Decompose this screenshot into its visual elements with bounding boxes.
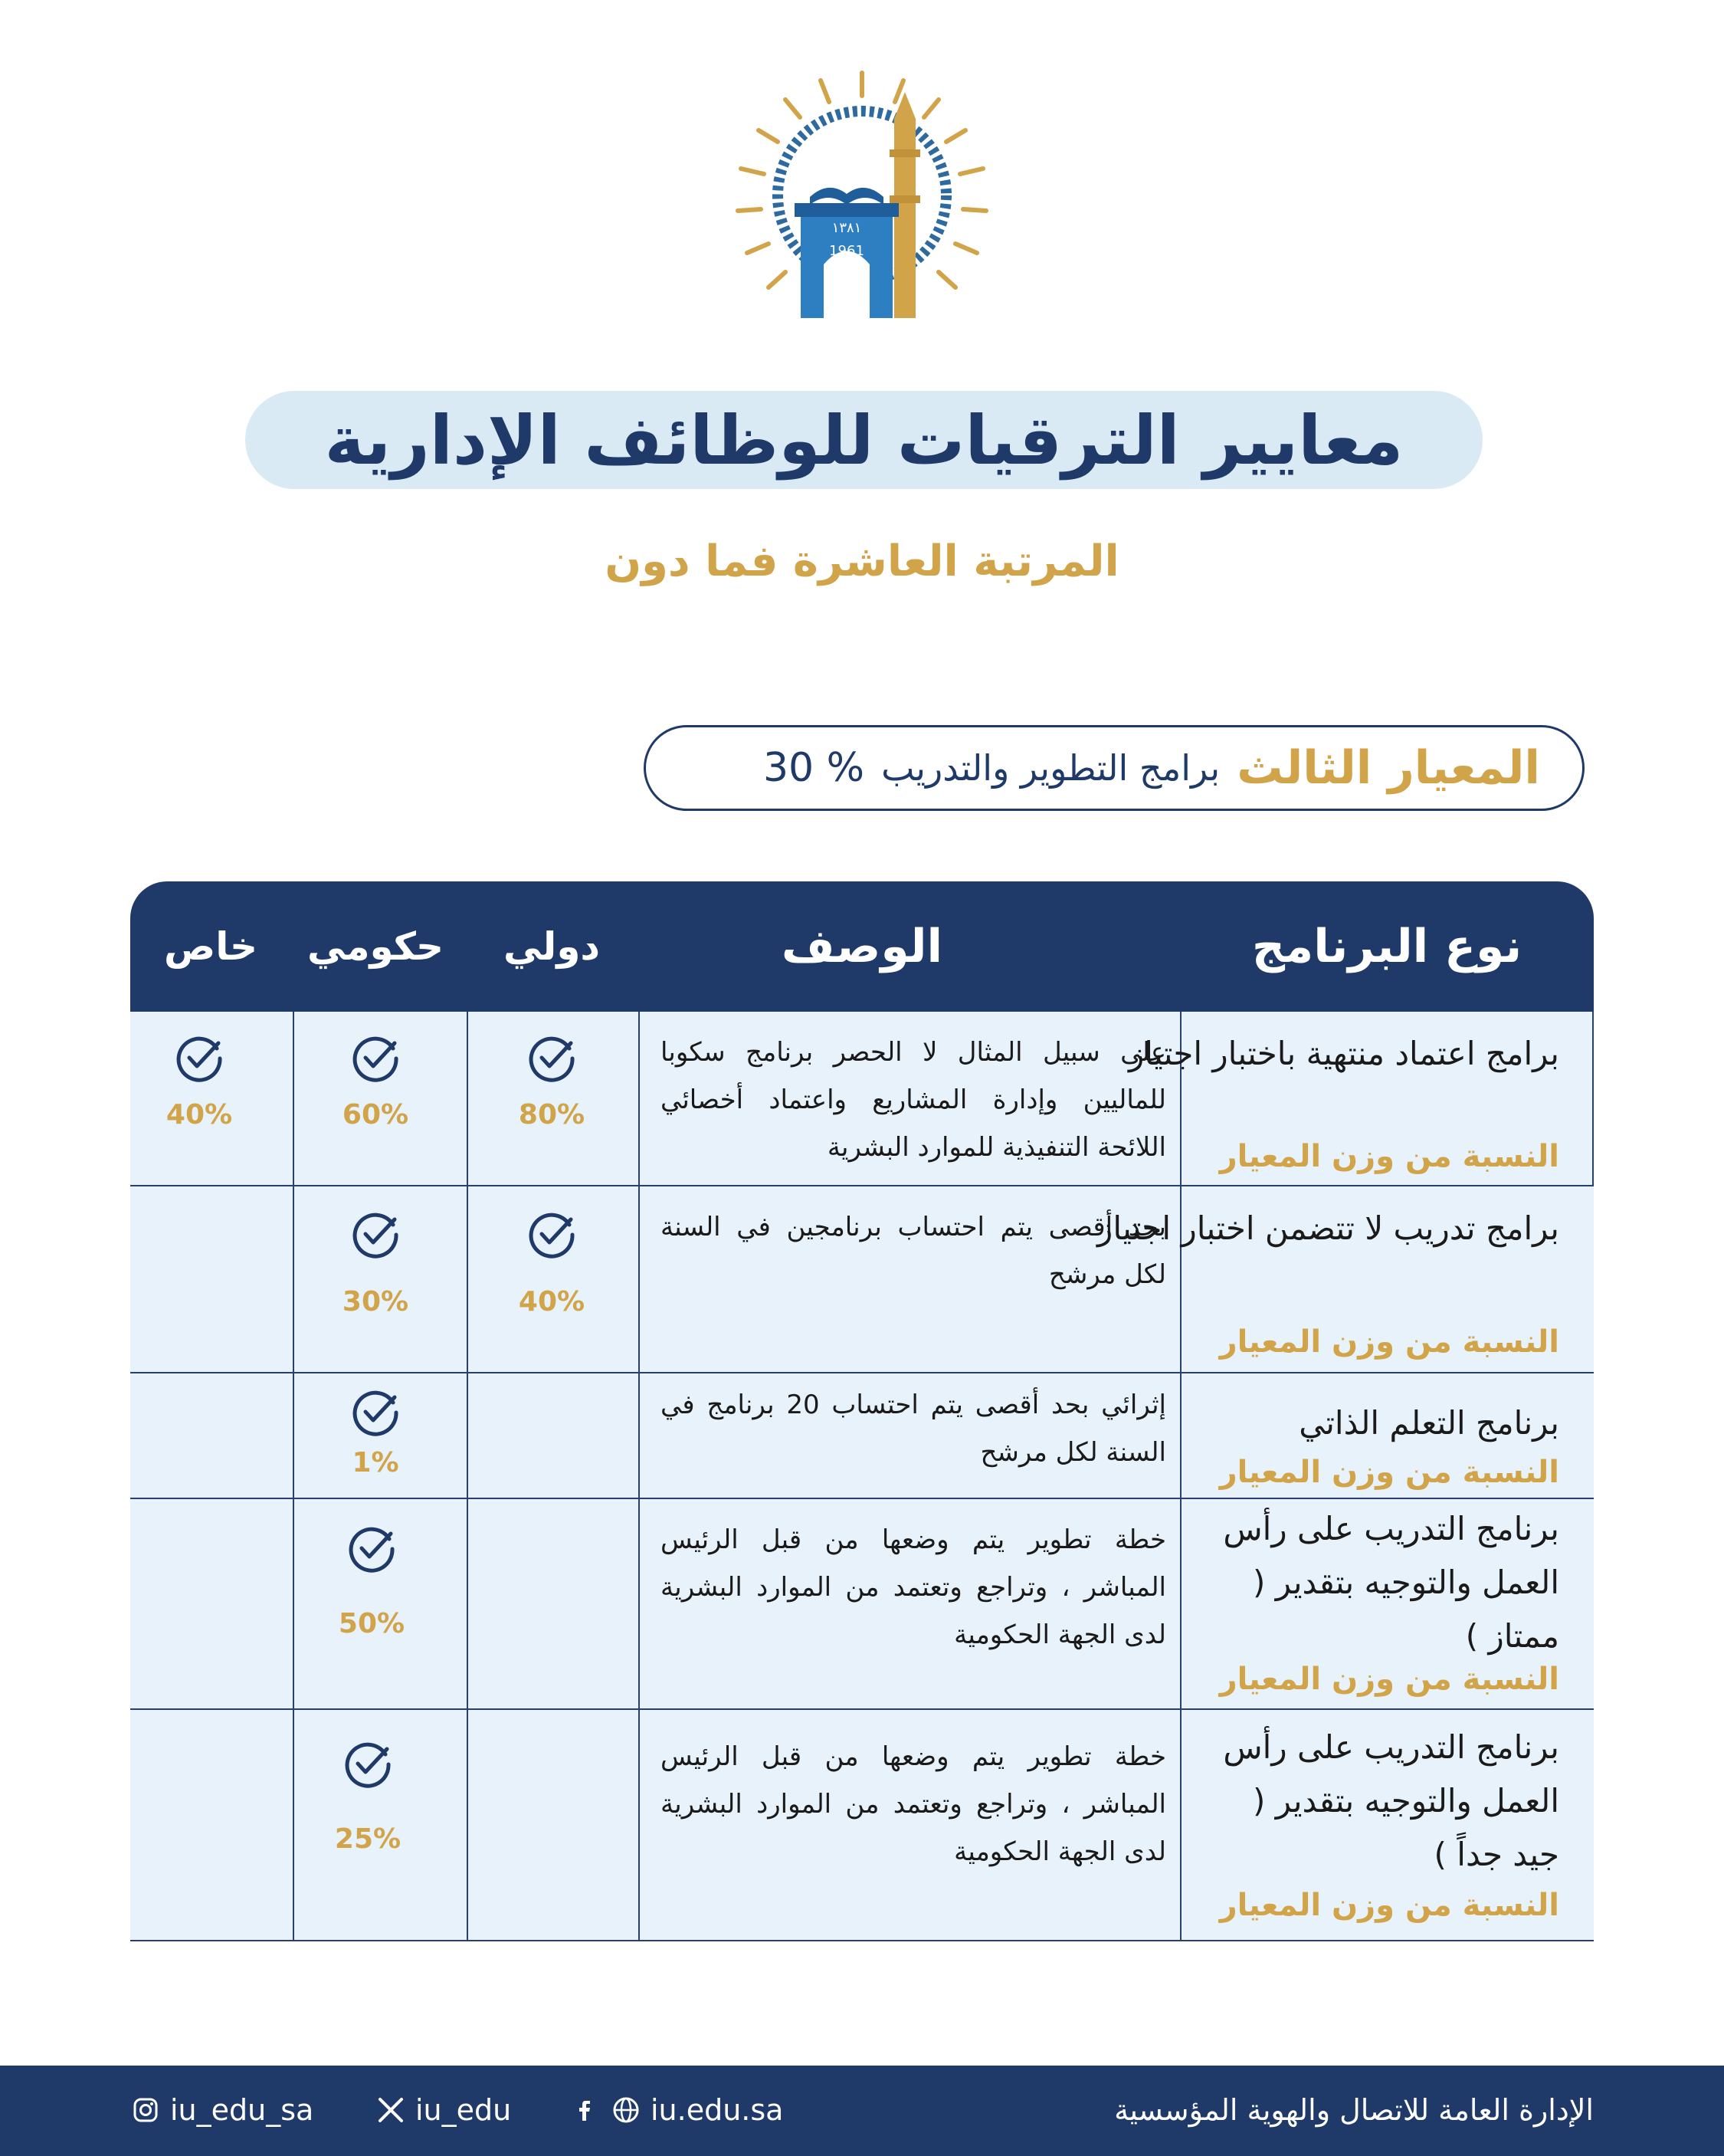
header-government: حكومي [307,924,444,969]
government-percent: 60% [342,1099,409,1131]
government-mark [284,1524,460,1639]
table-header [130,881,1594,1012]
program-name: برامج اعتماد منتهية باختبار اجتياز [1128,1035,1559,1072]
footer-instagram[interactable] [130,2093,313,2127]
table-row [130,1710,1594,1941]
table-row [130,1499,1594,1710]
globe-icon [611,2095,641,2125]
table-row [130,1012,1594,1186]
logo-year-hijri: ١٣٨١ [831,220,862,236]
government-percent: 1% [352,1447,399,1478]
international-mark [464,1209,640,1318]
x-handle[interactable]: iu_edu [415,2093,512,2127]
check-circle-icon [350,1033,401,1084]
website-link[interactable]: iu.edu.sa [651,2093,784,2127]
program-weight-note: النسبة من وزن المعيار [1219,1662,1559,1697]
check-circle-icon [343,1739,393,1790]
program-description: خطة تطوير يتم وضعها من قبل الرئيس المباشر ، وتراجع وتعتمد من الموارد البشرية لدى الجهة الحكومية [660,1524,1166,1650]
instagram-handle[interactable]: iu_edu_sa [170,2093,314,2127]
government-percent: 50% [338,1608,405,1639]
page-title: معايير الترقيات للوظائف الإدارية [324,400,1404,480]
international-percent: 80% [518,1099,585,1131]
table-row [130,1373,1594,1499]
footer-bar [0,2066,1724,2156]
logo-year-gregorian: 1961 [829,243,864,259]
header-description: الوصف [781,920,943,973]
criterion-label: المعيار الثالث [1237,741,1540,795]
private-percent: 40% [166,1099,233,1131]
instagram-icon [130,2095,161,2125]
private-mark [111,1033,287,1131]
check-circle-icon [526,1209,577,1260]
international-mark [464,1033,640,1131]
program-weight-note: النسبة من وزن المعيار [1219,1455,1559,1490]
government-percent: 30% [342,1286,409,1318]
check-circle-icon [350,1209,401,1260]
title-banner [245,391,1483,489]
check-circle-icon [526,1033,577,1084]
x-logo-icon [375,2095,406,2125]
footer-x[interactable] [375,2093,511,2127]
criteria-table [130,881,1594,1941]
check-circle-icon [174,1033,225,1084]
footer-department: الإدارة العامة للاتصال والهوية المؤسسية [1114,2093,1594,2127]
table-body [130,1012,1594,1941]
footer-website[interactable] [571,2093,783,2127]
table-row [130,1186,1594,1373]
government-mark [287,1209,464,1318]
program-weight-note: النسبة من وزن المعيار [1219,1888,1559,1923]
open-book [810,188,883,205]
header-private: خاص [163,924,258,969]
university-logo [724,65,1000,330]
criterion-percent: 30 % [762,745,865,791]
government-mark [287,1387,464,1478]
criterion-badge [644,725,1585,811]
program-description: على سبيل المثال لا الحصر برنامج سكوبا للماليين وإدارة المشاريع واعتماد أخصائي اللائحة التنفيذية للموارد البشرية [660,1037,1166,1163]
check-circle-icon [350,1387,401,1438]
program-weight-note: النسبة من وزن المعيار [1219,1139,1559,1174]
program-weight-note: النسبة من وزن المعيار [1219,1324,1559,1360]
facebook-icon [571,2095,601,2125]
government-percent: 25% [334,1823,402,1855]
page-subtitle: المرتبة العاشرة فما دون [605,537,1119,586]
program-name: برامج تدريب لا تتضمن اختبار اجتياز [1097,1209,1559,1247]
program-description: خطة تطوير يتم وضعها من قبل الرئيس المباشر ، وتراجع وتعتمد من الموارد البشرية لدى الجهة الحكومية [660,1741,1166,1867]
header-program-type: نوع البرنامج [1251,920,1522,973]
header-international: دولي [503,924,601,969]
minaret [894,119,916,318]
check-circle-icon [346,1524,397,1574]
criterion-description: برامج التطوير والتدريب [881,747,1221,789]
program-name: برنامج التدريب على رأس العمل والتوجيه بتقدير ( جيد جداً ) [1223,1728,1559,1873]
program-description: بحد أقصى يتم احتساب برنامجين في السنة لكل مرشح [660,1212,1166,1290]
government-mark [287,1033,464,1131]
program-name: برنامج التدريب على رأس العمل والتوجيه بتقدير ( ممتاز ) [1223,1510,1559,1655]
program-description: إثرائي بحد أقصى يتم احتساب 20 برنامج في السنة لكل مرشح [660,1390,1166,1468]
government-mark [280,1739,456,1855]
international-percent: 40% [518,1286,585,1318]
program-name: برنامج التعلم الذاتي [1299,1404,1559,1442]
